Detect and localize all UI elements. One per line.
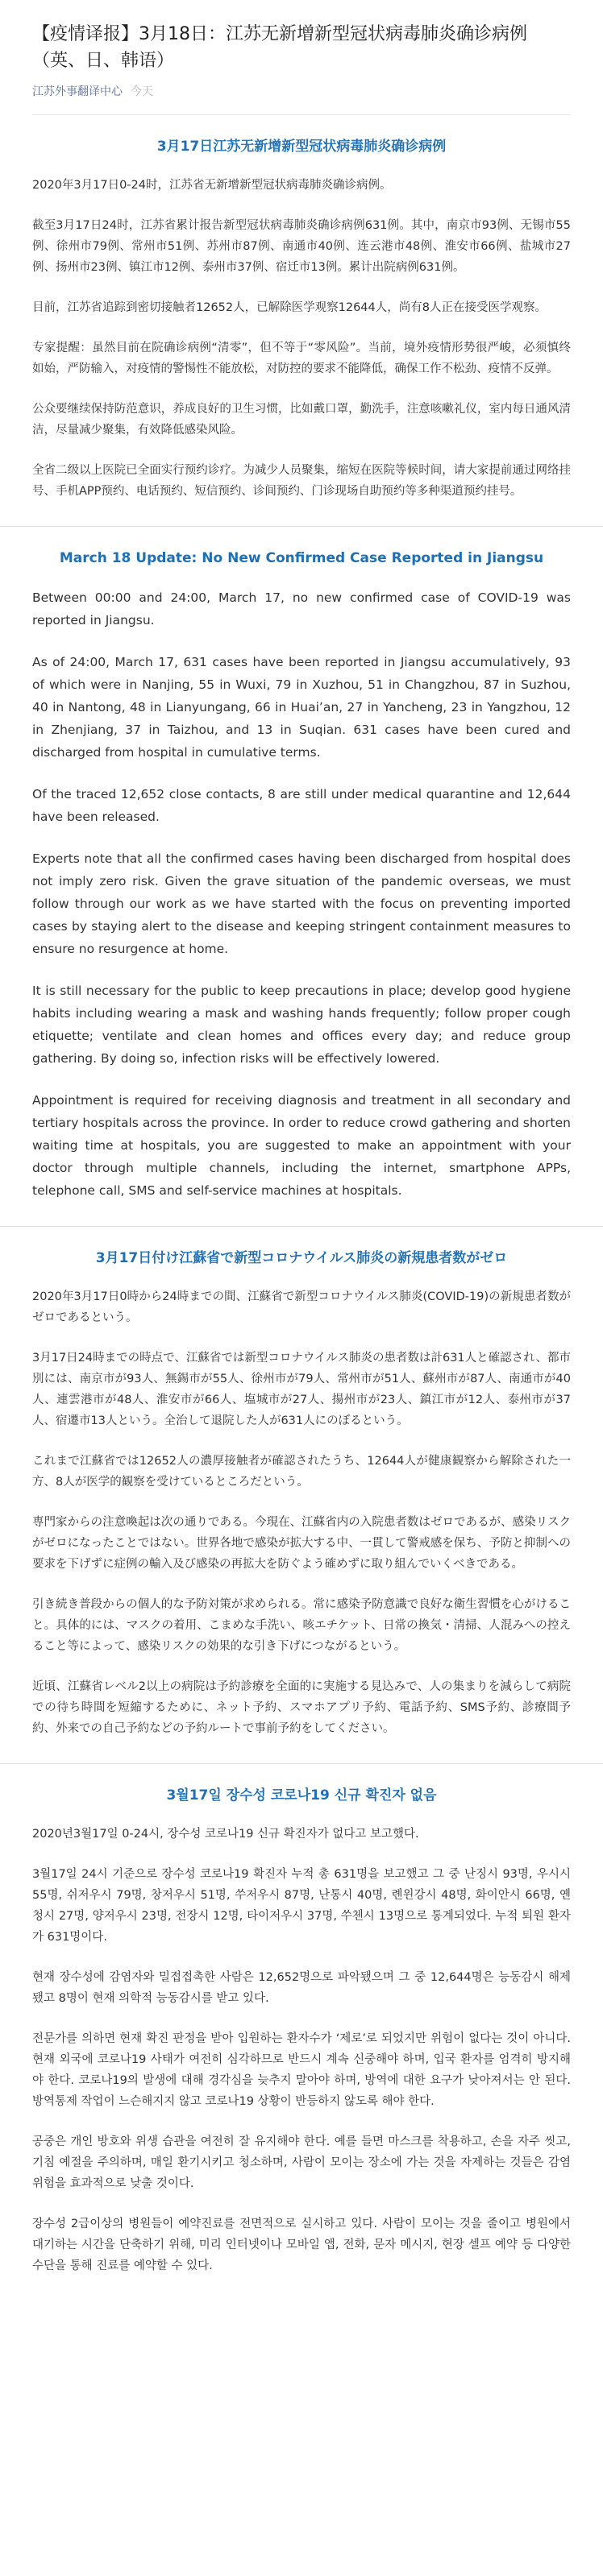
- paragraph: It is still necessary for the public to keep precautions in place; develop good hygiene habits including wearing a mask and washing hands frequently; follow proper cough etiquette; ventilate and clean homes and offices every day; and reduce group gathering. By doing so, infection risks will be effectively lowered.: [32, 984, 571, 1066]
- paragraph: Experts note that all the confirmed cases having been discharged from hospital does not imply zero risk. Given the grave situation of the pandemic overseas, we must follow through our work as we have started with the focus on preventing imported cases by staying alert to the disease and keeping stringent containment measures to ensure no resurgence at home.: [32, 851, 571, 956]
- paragraph: 현재 장수성에 감염자와 밀접접촉한 사람은 12,652명으로 파악됐으며 그 중 12,644명은 능동감시 해제됐고 8명이 현재 의학적 능동감시를 받고 있다.: [32, 1971, 571, 2005]
- section-heading: 3月17日江苏无新增新型冠状病毒肺炎确诊病例: [156, 139, 447, 155]
- article-title: 【疫情译报】3月18日：江苏无新增新型冠状病毒肺炎确诊病例（英、日、韩语）: [32, 24, 527, 71]
- paragraph: 引き続き普段からの個人的な予防対策が求められる。常に感染予防意識で良好な衛生習慣を心がけること。具体的には、マスクの着用、こまめな手洗い、咳エチケット、日常の換気・清掃、人混みへの控えること等によって、感染リスクの効果的な引き下げにつながるという。: [32, 1598, 571, 1653]
- paragraph: 2020年3月17日0時から24時までの間、江蘇省で新型コロナウイルス肺炎(COVID-19)の新規患者数がゼロであるという。: [32, 1290, 571, 1324]
- section-heading: 3月17日付け江蘇省で新型コロナウイルス肺炎の新規患者数がゼロ: [95, 1250, 508, 1266]
- paragraph: 2020年3月17日0-24时，江苏省无新增新型冠状病毒肺炎确诊病例。: [32, 179, 392, 192]
- paragraph: 3月17日24時までの時点で、江蘇省では新型コロナウイルス肺炎の患者数は計631人と確認され、都市別には、南京市が93人、無錫市が55人、徐州市が79人、常州市が51人、蘇州市が87人、南通市が40人、連雲港市が48人、淮安市が66人、塩城市が27人、揚州市が23人、鎮江市が12人、泰州市が37人、宿遷市13人という。全治して退院した人が631人にのぼるという。: [32, 1352, 572, 1427]
- author-link[interactable]: 江苏外事翻译中心: [32, 85, 123, 98]
- paragraph: 3월17일 24시 기준으로 장수성 코로나19 확진자 누적 총 631명을 보고했고 그 중 난징시 93명, 우시시 55명, 쉬저우시 79명, 창저우시 51명, 쑤저우시 87명, 난통시 40명, 롄윈강시 48명, 화이안시 66명, 옌청시 27명, 양저우시 23명, 전장시 12명, 타이저우시 37명, 쑤첸시 13명으로 통계되었다. 누적 퇴원 환자가 631명이다.: [32, 1868, 571, 1944]
- paragraph: 2020년3월17일 0-24시, 장수성 코로나19 신규 확진자가 없다고 보고했다.: [32, 1828, 419, 1841]
- section-en: [32, 548, 571, 1202]
- paragraph: 公众要继续保持防范意识，养成良好的卫生习惯，比如戴口罩，勤洗手，注意咳嗽礼仪，室内每日通风清洁，尽量减少聚集，有效降低感染风险。: [32, 403, 571, 437]
- section-zh: [32, 136, 571, 502]
- article-meta: [32, 84, 571, 100]
- paragraph: 专家提醒：虽然目前在院确诊病例“清零”，但不等于“零风险”。当前，境外疫情形势很严峻，必须慎终如始，严防输入，对疫情的警惕性不能放松，对防控的要求不能降低，确保工作不松劲、疫情不反弹。: [32, 342, 571, 375]
- title-divider: [32, 114, 571, 115]
- paragraph: 全省二级以上医院已全面实行预约诊疗。为减少人员聚集，缩短在医院等候时间，请大家提前通过网络挂号、手机APP预约、电话预约、短信预约、诊间预约、门诊现场自助预约等多种渠道预约挂号。: [32, 464, 571, 498]
- paragraph: 전문가를 의하면 현재 확진 판정을 받아 입원하는 환자수가 ‘제로’로 되었지만 위험이 없다는 것이 아니다. 현재 외국에 코로나19 사태가 여전히 심각하므로 반드시 계속 신중해야 하며, 입국 환자를 엄격히 방지해야 한다. 코로나19의 발생에 대해 경각심을 늦추지 말아야 하며, 방역에 대한 요구가 낮아져서는 안 된다. 방역통제 작업이 느슨해지지 않고 코로나19 상황이 반등하지 않도록 해야 한다.: [32, 2032, 571, 2108]
- paragraph: 공중은 개인 방호와 위생 습관을 여전히 잘 유지해야 한다. 예를 들면 마스크를 착용하고, 손을 자주 씻고, 기침 예절을 주의하며, 매일 환기시키고 청소하며, 사람이 모이는 장소에 가는 것을 자제하는 것들은 감염 위험을 효과적으로 낮출 것이다.: [32, 2135, 571, 2190]
- paragraph: 目前，江苏省追踪到密切接触者12652人，已解除医学观察12644人，尚有8人正在接受医学观察。: [32, 301, 547, 314]
- paragraph: 장수성 2급이상의 병원들이 예약진료를 전면적으로 실시하고 있다. 사람이 모이는 것을 줄이고 병원에서 대기하는 시간을 단축하기 위해, 미리 인터넷이나 모바일 앱, 전화, 문자 메시지, 현장 셀프 예약 등 다양한 수단을 통해 진료를 예약할 수 있다.: [32, 2218, 571, 2272]
- section-divider: [0, 526, 603, 527]
- paragraph: Between 00:00 and 24:00, March 17, no new confirmed case of COVID-19 was reported in Jiangsu.: [32, 590, 571, 627]
- publish-date: 今天: [131, 85, 153, 98]
- section-ko: [32, 1785, 571, 2276]
- paragraph: Appointment is required for receiving diagnosis and treatment in all secondary and tertiary hospitals across the province. In order to reduce crowd gathering and shorten waiting time at hospitals, you are suggested to make an appointment with your doctor through multiple channels, including the internet, smartphone APPs, telephone call, SMS and self-service machines at hospitals.: [32, 1093, 571, 1198]
- section-jp: [32, 1248, 571, 1739]
- paragraph: 専門家からの注意喚起は次の通りである。今現在、江蘇省内の入院患者数はゼロであるが、感染リスクがゼロになったことではない。世界各地で感染が拡大する中、一貫して警戒感を保ち、予防と抑制への要求を下げずに症例の輸入及び感染の再拡大を防ぐよう確めずに取り組んでいくべきである。: [32, 1516, 571, 1571]
- section-divider: [0, 1226, 603, 1227]
- paragraph: Of the traced 12,652 close contacts, 8 are still under medical quarantine and 12,644 have been released.: [32, 787, 571, 824]
- paragraph: As of 24:00, March 17, 631 cases have been reported in Jiangsu accumulatively, 93 of which were in Nanjing, 55 in Wuxi, 79 in Xuzhou, 51 in Changzhou, 87 in Suzhou, 40 in Nantong, 48 in Lianyungang, 66 in Huai’an, 27 in Yancheng, 23 in Yangzhou, 12 in Zhenjiang, 37 in Taizhou, and 13 in Suqian. 631 cases have been cured and discharged from hospital in cumulative terms.: [32, 655, 571, 760]
- section-heading: 3월17일 장수성 코로나19 신규 확진자 없음: [166, 1787, 437, 1804]
- paragraph: 截至3月17日24时，江苏省累计报告新型冠状病毒肺炎确诊病例631例。其中，南京市93例、无锡市55例、徐州市79例、常州市51例、苏州市87例、南通市40例、连云港市48例、淮安市66例、盐城市27例、扬州市23例、镇江市12例、泰州市37例、宿迁市13例。累计出院病例631例。: [32, 219, 571, 274]
- paragraph: 近頃、江蘇省レベル2以上の病院は予約診療を全面的に実施する見込みで、人の集まりを減らして病院での待ち時間を短縮するために、ネット予約、スマホアプリ予約、電話予約、SMS予約、診療間予約、外来での自己予約などの予約ルートで事前予約をしてください。: [32, 1680, 571, 1735]
- section-heading: March 18 Update: No New Confirmed Case Reported in Jiangsu: [59, 550, 544, 566]
- paragraph: これまで江蘇省では12652人の濃厚接触者が確認されたうち、12644人が健康観察から解除された一方、8人が医学的観察を受けているところだという。: [32, 1455, 571, 1489]
- section-divider: [0, 1763, 603, 1764]
